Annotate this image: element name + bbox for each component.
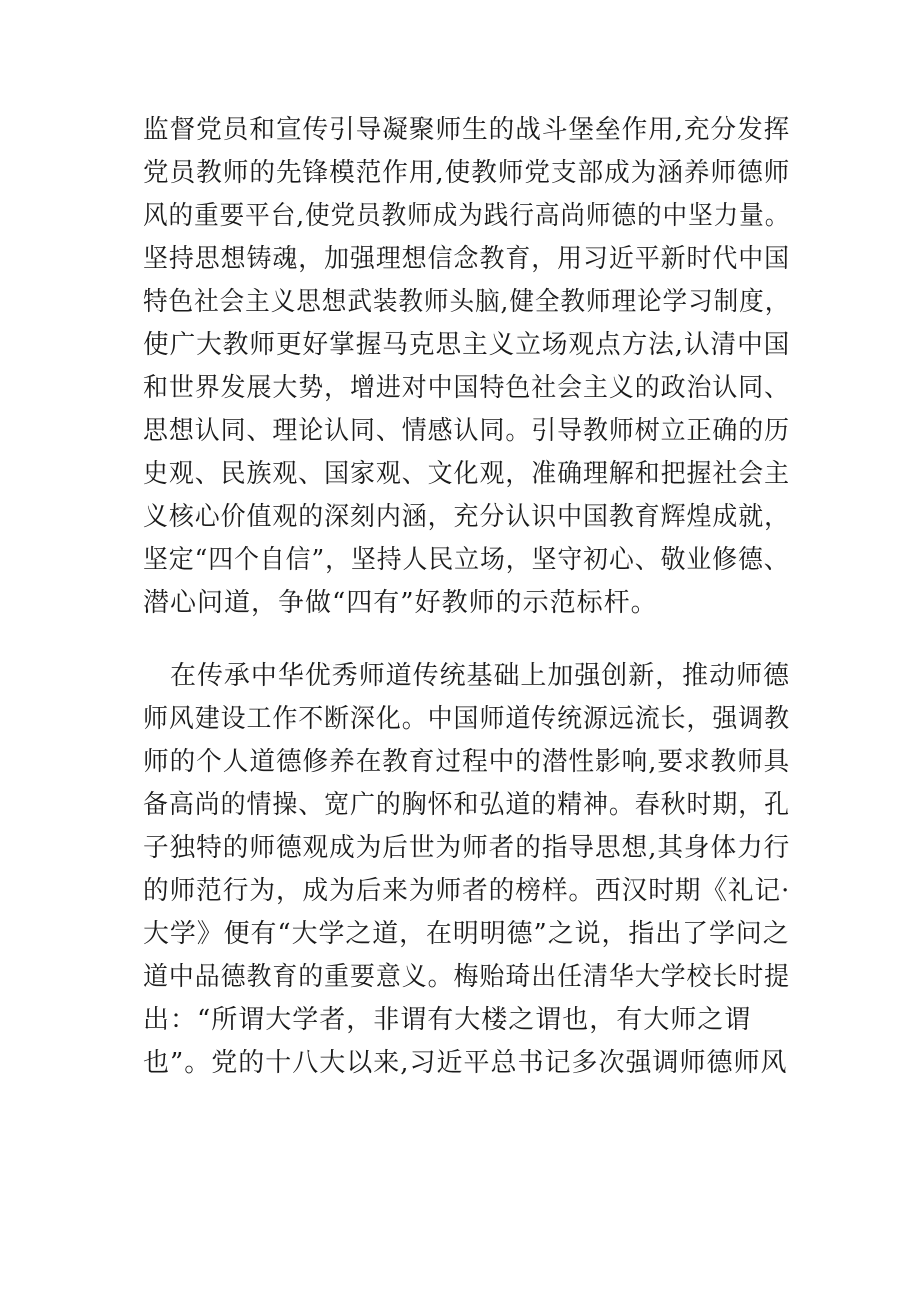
text-line: 和世界发展大势，增进对中国特色社会主义的政治认同、 bbox=[143, 373, 791, 403]
text-line: 使广大教师更好掌握马克思主义立场观点方法,认清中国 bbox=[143, 330, 791, 360]
text-line: 史观、民族观、国家观、文化观，准确理解和把握社会主 bbox=[143, 459, 791, 489]
text-line: 风的重要平台,使党员教师成为践行高尚师德的中坚力量。 bbox=[143, 201, 791, 231]
text-line: 坚定“四个自信”，坚持人民立场，坚守初心、敬业修德、 bbox=[143, 545, 790, 575]
text-line: 坚持思想铸魂，加强理想信念教育，用习近平新时代中国 bbox=[143, 244, 791, 274]
text-line: 义核心价值观的深刻内涵，充分认识中国教育辉煌成就， bbox=[143, 502, 791, 532]
text-line: 特色社会主义思想武装教师头脑,健全教师理论学习制度， bbox=[143, 287, 791, 317]
text-line: 师风建设工作不断深化。中国师道传统源远流长，强调教 bbox=[143, 704, 791, 734]
text-line: 也”。党的十八大以来,习近平总书记多次强调师德师风 bbox=[143, 1048, 788, 1078]
text-line: 道中品德教育的重要意义。梅贻琦出任清华大学校长时提 bbox=[143, 962, 791, 992]
text-line: 师的个人道德修养在教育过程中的潜性影响,要求教师具 bbox=[143, 747, 791, 777]
text-line: 子独特的师德观成为后世为师者的指导思想,其身体力行 bbox=[143, 833, 791, 863]
text-line: 备高尚的情操、宽广的胸怀和弘道的精神。春秋时期，孔 bbox=[143, 790, 791, 820]
text-line: 在传承中华优秀师道传统基础上加强创新，推动师德 bbox=[170, 661, 791, 691]
text-line: 思想认同、理论认同、情感认同。引导教师树立正确的历 bbox=[143, 416, 791, 446]
text-line: 潜心问道，争做“四有”好教师的示范标杆。 bbox=[143, 588, 658, 618]
text-line: 的师范行为，成为后来为师者的榜样。西汉时期《礼记· bbox=[143, 876, 791, 906]
text-line: 党员教师的先锋模范作用,使教师党支部成为涵养师德师 bbox=[143, 158, 791, 188]
text-line: 监督党员和宣传引导凝聚师生的战斗堡垒作用,充分发挥 bbox=[143, 115, 791, 145]
text-line: 大学》便有“大学之道，在明明德”之说，指出了学问之 bbox=[143, 919, 790, 949]
text-line: 出：“所谓大学者，非谓有大楼之谓也，有大师之谓 bbox=[143, 1005, 752, 1035]
